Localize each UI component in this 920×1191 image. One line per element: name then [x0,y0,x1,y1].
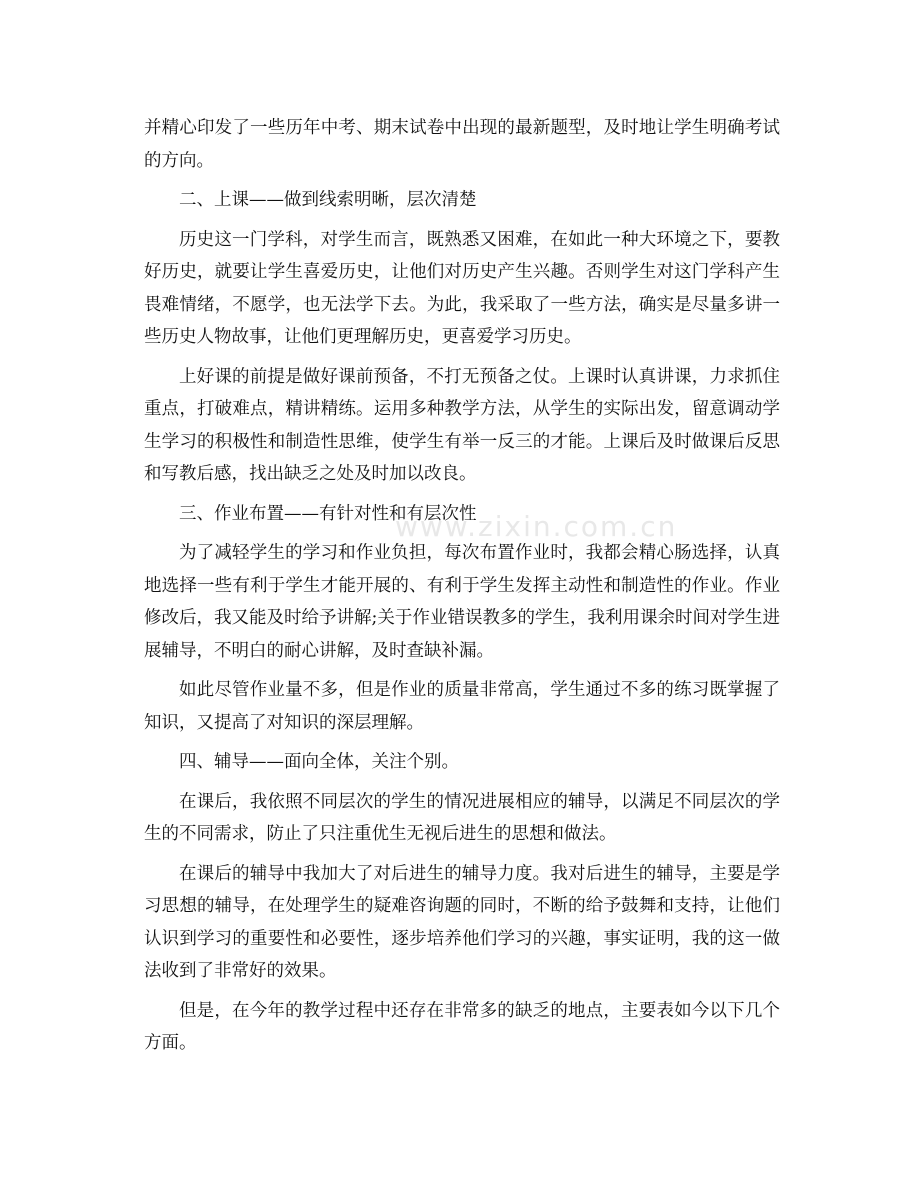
paragraph-4: 上好课的前提是做好课前预备，不打无预备之仗。上课时认真讲课，力求抓住重点，打破难点，精讲精练。运用多种教学方法，从学生的实际出发，留意调动学生学习的积极性和制造性思维，使学生有举一反三的才能。上课后及时做课后反思和写教后感，找出缺乏之处及时加以改良。 [144,366,780,484]
paragraph-11: 但是，在今年的教学过程中还存在非常多的缺乏的地点，主要表如今以下几个方面。 [144,1000,780,1053]
watermark: www.zixin.com.cn [395,510,678,543]
document-body [144,112,780,1067]
paragraph-6: 为了减轻学生的学习和作业负担，每次布置作业时，我都会精心肠选择，认真地选择一些有利于学生才能开展的、有利于学生发挥主动性和制造性的作业。作业修改后，我又能及时给予讲解;关于作业错误教多的学生，我利用课余时间对学生进展辅导，不明白的耐心讲解，及时查缺补漏。 [144,543,780,661]
section-heading-3: 三、作业布置——有针对性和有层次性 [179,503,477,524]
section-heading-2: 二、上课——做到线索明晰，层次清楚 [179,190,477,210]
section-heading-4: 四、辅导——面向全体，关注个别。 [179,752,459,772]
paragraph-3: 历史这一门学科，对学生而言，既熟悉又困难，在如此一种大环境之下，要教好历史，就要让学生喜爱历史，让他们对历史产生兴趣。否则学生对这门学科产生畏难情绪，不愿学，也无法学下去。为此，我采取了一些方法，确实是尽量多讲一些历史人物故事，让他们更理解历史，更喜爱学习历史。 [144,229,780,347]
paragraph-10: 在课后的辅导中我加大了对后进生的辅导力度。我对后进生的辅导，主要是学习思想的辅导，在处理学生的疑难咨询题的同时，不断的给予鼓舞和支持，让他们认识到学习的重要性和必要性，逐步培养他们学习的兴趣，事实证明，我的这一做法收到了非常好的效果。 [144,863,780,981]
paragraph-1: 并精心印发了一些历年中考、期末试卷中出现的最新题型，及时地让学生明确考试的方向。 [144,118,780,171]
paragraph-7: 如此尽管作业量不多，但是作业的质量非常高，学生通过不多的练习既掌握了知识，又提高了对知识的深层理解。 [144,680,780,733]
paragraph-9: 在课后，我依照不同层次的学生的情况进展相应的辅导，以满足不同层次的学生的不同需求，防止了只注重优生无视后进生的思想和做法。 [144,791,780,844]
